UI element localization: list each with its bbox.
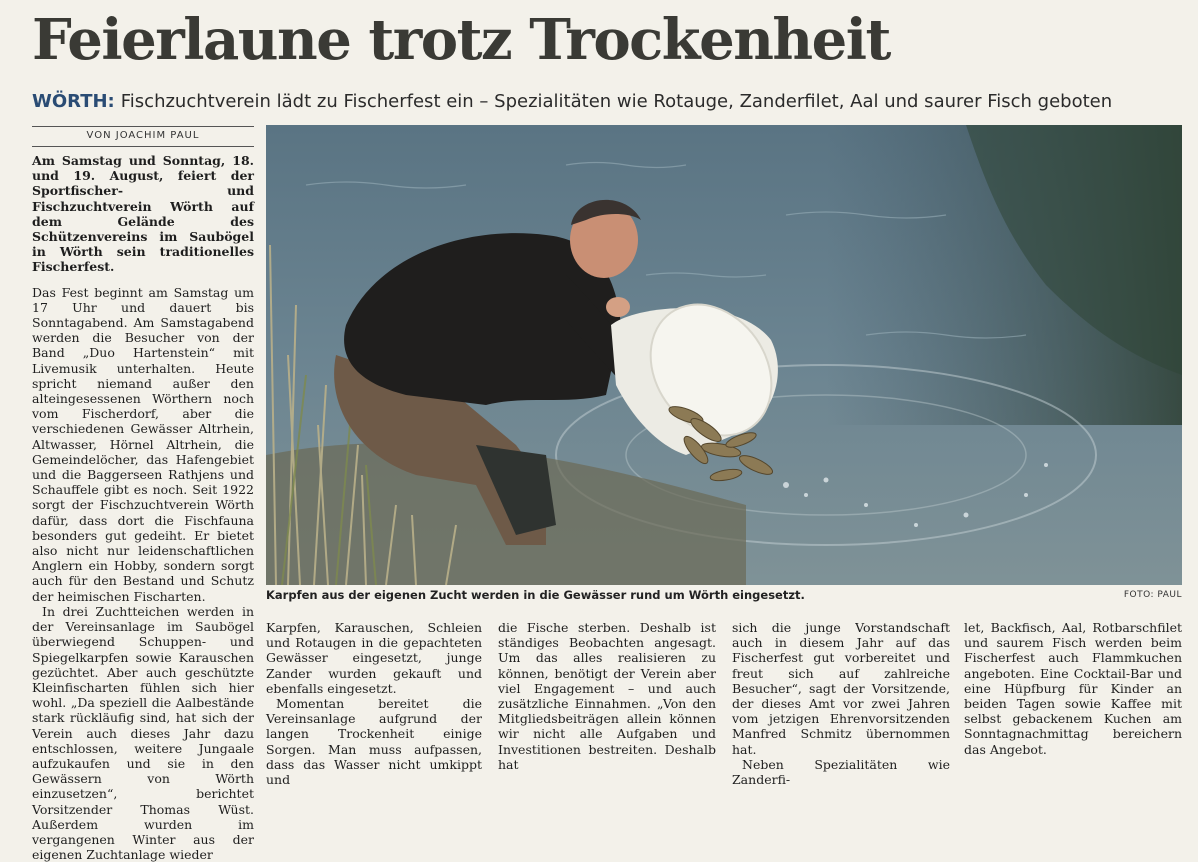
column-2 <box>266 620 482 787</box>
body-paragraph: Das Fest beginnt am Samstag um 17 Uhr und dauert bis Sonntagabend. Am Samstagabend werden die Besucher von der Band „Duo Hartenstein“ mit Livemusik unterhalten. Heute spricht niemand außer den alteingesessenen Wörthern noch vom Fischerdorf, aber die verschiedenen Gewässer Altrhein, Altwasser, Hörnel Altrhein, die Gemeindelöcher, das Hafengebiet und die Baggerseen Rathjens und Schauffele gibt es noch. Seit 1922 sorgt der Fischzuchtverein Wörth dafür, dass dort die Fischfauna besonders gut gedeiht. Er bietet also nicht nur leidenschaftlichen Anglern ein Hobby, sondern sorgt auch für den Bestand und Schutz der heimischen Fischarten. <box>32 284 254 604</box>
author-rule-top <box>32 126 254 127</box>
article-photo <box>266 125 1182 585</box>
location-label: WÖRTH: <box>32 91 115 112</box>
author-byline: VON JOACHIM PAUL <box>86 130 200 141</box>
subheadline-text: Fischzuchtverein lädt zu Fischerfest ein – Spezialitäten wie Rotauge, Zanderfilet, Aal und saurer Fisch geboten <box>120 91 1113 112</box>
column-4 <box>732 620 950 787</box>
column-5 <box>964 620 1182 757</box>
body-paragraph: In drei Zuchtteichen werden in der Vereinsanlage im Saubögel überwiegend Schuppen- und Spiegelkarpfen sowie Karauschen gezüchtet. Aber auch geschützte Kleinfischarten fühlen sich hier wohl. „Da speziell die Aalbestände stark rückläufig sind, hat sich der Verein auch dieses Jahr dazu entschlossen, weitere Jungaale aufzukaufen und sie in den Gewässern von Wörth einzusetzen“, berichtet Vorsitzender Thomas Wüst. Außerdem wurden im vergangenen Winter aus der eigenen Zuchtanlage wieder <box>32 603 254 862</box>
body-paragraph: sich die junge Vorstandschaft auch in diesem Jahr auf das Fischerfest gut vorbereitet und freut sich auf zahlreiche Besucher“, sagt der Vorsitzende, der dieses Amt vor zwei Jahren vom jetzigen Ehrenvorsitzenden Manfred Schmitz übernommen hat. <box>732 620 950 757</box>
subheadline <box>32 91 1182 112</box>
body-paragraph: Momentan bereitet die Vereinsanlage aufgrund der langen Trockenheit einige Sorgen. Man muss aufpassen, dass das Wasser nicht umkippt und <box>266 696 482 788</box>
body-paragraph: let, Backfisch, Aal, Rotbarschfilet und saurem Fisch werden beim Fischerfest auch Flammkuchen angeboten. Eine Cocktail-Bar und eine Hüpfburg für Kinder an beiden Tagen sowie Kaffee mit selbst gebackenem Kuchen am Sonntagnachmittag bereichern das Angebot. <box>964 620 1182 757</box>
body-paragraph: die Fische sterben. Deshalb ist ständiges Beobachten angesagt. Um das alles realisieren zu können, benötigt der Verein aber viel Engagement – und auch zusätzliche Einnahmen. „Von den Mitgliedsbeiträgen allein können wir nicht alle Aufgaben und Investitionen bestreiten. Deshalb hat <box>498 620 716 772</box>
column-3 <box>498 620 716 772</box>
body-paragraph: Karpfen, Karauschen, Schleien und Rotaugen in die gepachteten Gewässer eingesetzt, junge Zander wurden gekauft und ebenfalls eingesetzt. <box>266 620 482 696</box>
photo-illustration <box>266 125 1182 585</box>
body-paragraph: Neben Spezialitäten wie Zanderfi- <box>732 756 950 788</box>
author-rule-bottom <box>32 146 254 147</box>
headline: Feierlaune trotz Trockenheit <box>32 7 890 73</box>
column-1 <box>32 153 254 862</box>
photo-credit: FOTO: PAUL <box>1123 590 1182 600</box>
lead-paragraph: Am Samstag und Sonntag, 18. und 19. August, feiert der Sportfischer- und Fischzuchtverein Wörth auf dem Gelände des Schützenvereins im Saubögel in Wörth sein traditionelles Fischerfest. <box>32 153 254 275</box>
photo-caption: Karpfen aus der eigenen Zucht werden in die Gewässer rund um Wörth eingesetzt. <box>266 588 805 602</box>
